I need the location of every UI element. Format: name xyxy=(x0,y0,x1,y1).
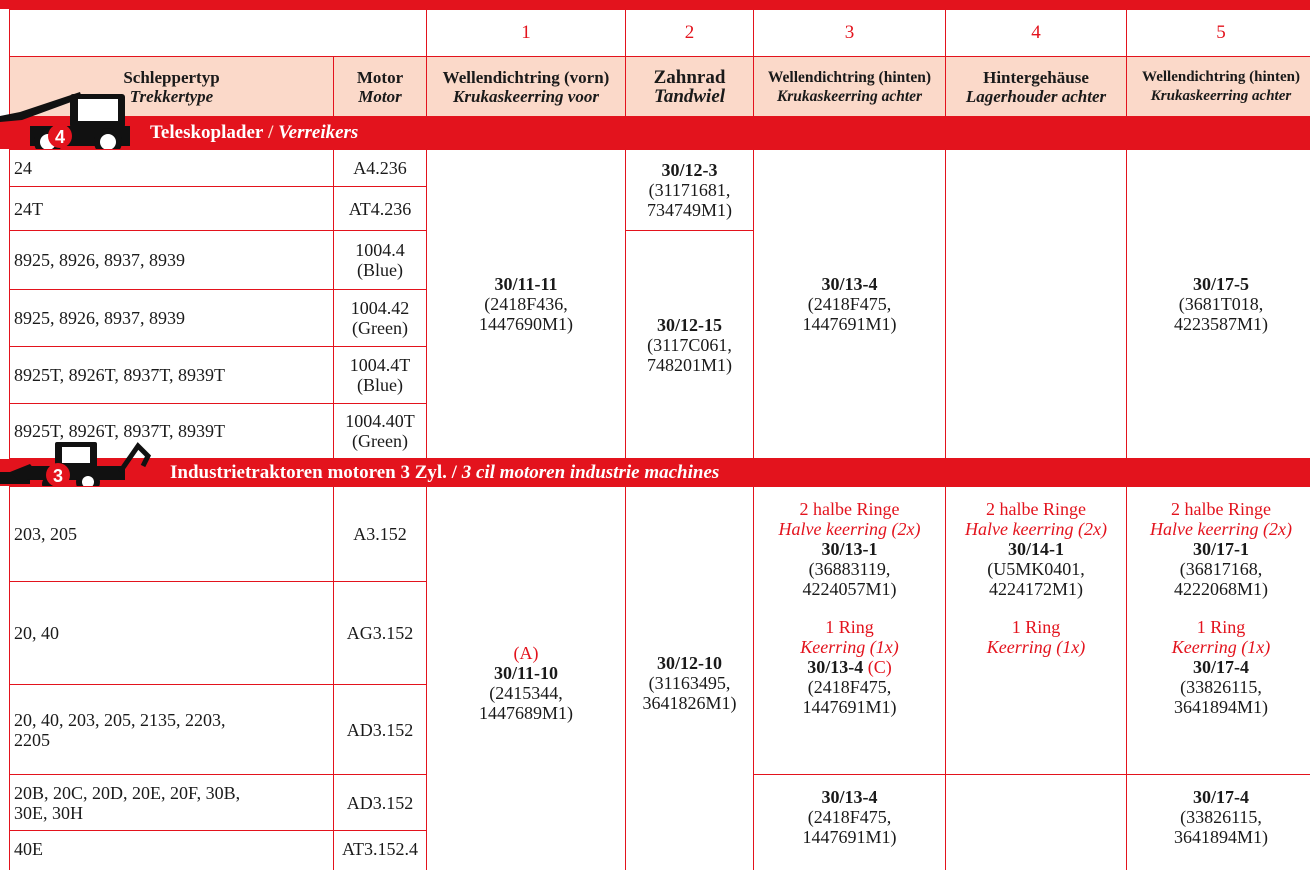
header-motor xyxy=(333,56,427,117)
part-cell-col4 xyxy=(945,486,1127,775)
part-ref: (2418F436, xyxy=(484,294,568,314)
header-nl: Krukaskeerring achter xyxy=(776,87,923,105)
top-border xyxy=(0,0,1310,9)
ring-note-nl: Halve keerring (2x) xyxy=(778,519,921,539)
header-de: Wellendichtring (hinten) xyxy=(767,68,932,86)
part-cell-col5 xyxy=(1126,774,1310,870)
section-title-de: Industrietraktoren motoren 3 Zyl. / xyxy=(170,461,462,483)
motor-line: (Green) xyxy=(352,431,408,451)
motor-line: 1004.42 xyxy=(350,298,410,318)
column-number-1: 1 xyxy=(426,9,626,57)
ring-note-nl: Keerring (1x) xyxy=(800,637,899,657)
type-line: 203, 205 xyxy=(14,524,77,544)
backhoe-loader-icon xyxy=(0,432,160,490)
motor-line: A4.236 xyxy=(353,158,407,178)
part-cell-col3 xyxy=(753,149,946,459)
row-motor: AD3.152 xyxy=(333,774,427,831)
header-nl: Motor xyxy=(358,86,402,106)
ring-note-nl: Keerring (1x) xyxy=(986,637,1086,657)
motor-line: (Green) xyxy=(352,318,408,338)
header-de: Motor xyxy=(356,67,404,87)
section-separator: / xyxy=(263,122,279,143)
part-number: 30/12-10 xyxy=(657,653,722,673)
row-type: 24T xyxy=(9,186,334,231)
part-number: 30/12-3 xyxy=(661,160,718,180)
part-ref: (31163495, xyxy=(648,673,731,693)
motor-line: AT4.236 xyxy=(348,198,412,219)
part-number: 30/17-4 xyxy=(1193,657,1249,677)
part-number: 30/14-1 xyxy=(1008,539,1064,559)
ring-note-de: 2 halbe Ringe xyxy=(1171,499,1271,519)
part-number: 30/12-15 xyxy=(657,314,722,335)
part-ref: 748201M1) xyxy=(647,354,732,375)
row-motor xyxy=(333,186,427,231)
part-cell-col2 xyxy=(625,149,754,231)
ring-note-de: 1 Ring xyxy=(1011,617,1061,637)
part-ref: 734749M1) xyxy=(647,200,732,220)
type-line: 20B, 20C, 20D, 20E, 20F, 30B, xyxy=(14,782,241,803)
part-ref: (2418F475, xyxy=(807,807,892,827)
row-type xyxy=(9,684,334,775)
ring-note-nl: Halve keerring (2x) xyxy=(965,519,1107,539)
row-type xyxy=(9,581,334,685)
part-number: 30/17-1 xyxy=(1193,539,1249,559)
ring-note-de: 1 Ring xyxy=(1196,617,1246,637)
part-cell-col5 xyxy=(1126,486,1310,775)
type-line: 2205 xyxy=(14,729,50,750)
part-ref: (31171681, xyxy=(648,180,731,200)
ring-note-de: 2 halbe Ringe xyxy=(799,499,900,519)
type-line: 20, 40 xyxy=(14,623,59,643)
empty-corner-cell xyxy=(9,9,427,57)
part-ref: 3641894M1) xyxy=(1174,827,1268,847)
row-motor xyxy=(333,149,427,187)
section-band-industrietraktoren xyxy=(0,459,1310,486)
part-number: 30/11-11 xyxy=(494,274,558,294)
telehandler-icon xyxy=(0,86,140,156)
row-type: 8925T, 8926T, 8937T, 8939T xyxy=(9,403,334,459)
header-de: Schleppertyp xyxy=(123,67,220,87)
type-line: 20, 40, 203, 205, 2135, 2203, xyxy=(14,709,226,730)
part-ref: 3641826M1) xyxy=(642,693,737,713)
part-note: (A) xyxy=(513,643,539,663)
part-number: 30/13-1 xyxy=(821,539,878,559)
header-col2 xyxy=(625,56,754,117)
part-cell-col1 xyxy=(426,149,626,459)
part-cell-col4-empty xyxy=(945,774,1127,870)
row-type: 8925, 8926, 8937, 8939 xyxy=(9,230,334,290)
part-ref: (33826115, xyxy=(1180,807,1262,827)
header-de: Wellendichtring (vorn) xyxy=(442,67,610,87)
header-de: Zahnrad xyxy=(653,66,726,88)
part-ref: (U5MK0401, xyxy=(987,559,1085,579)
section-band-teleskoplader xyxy=(0,117,1310,149)
column-number-4: 4 xyxy=(945,9,1127,57)
row-motor: A3.152 xyxy=(333,486,427,582)
part-number: 30/13-4 xyxy=(821,274,878,294)
motor-line: (Blue) xyxy=(357,260,403,280)
header-de: Wellendichtring (hinten) xyxy=(1142,68,1300,85)
section-badge-4: 4 xyxy=(54,127,66,147)
type-line: 30E, 30H xyxy=(14,802,83,823)
part-cell-col2 xyxy=(625,486,754,870)
part-ref: (2418F475, xyxy=(807,294,892,314)
ring-note-nl: Halve keerring (2x) xyxy=(1150,519,1292,539)
part-ref: 1447691M1) xyxy=(802,697,897,717)
part-ref: 4224057M1) xyxy=(802,579,897,599)
type-line: 40E xyxy=(14,839,43,859)
part-ref: 4223587M1) xyxy=(1174,314,1268,334)
part-ref: 1447690M1) xyxy=(479,314,573,334)
ring-note-de: 1 Ring xyxy=(825,617,874,637)
row-type xyxy=(9,774,334,831)
part-ref: (3117C061, xyxy=(647,334,732,355)
row-type: 8925T, 8926T, 8937T, 8939T xyxy=(9,346,334,404)
header-nl: Trekkertype xyxy=(129,86,214,106)
header-de: Hintergehäuse xyxy=(983,67,1089,87)
motor-line: (Blue) xyxy=(357,375,403,395)
row-type: 24 xyxy=(9,149,334,187)
header-col3 xyxy=(753,56,946,117)
row-motor: AT3.152.4 xyxy=(333,830,427,870)
header-nl: Lagerhouder achter xyxy=(965,86,1107,106)
part-cell-col2 xyxy=(625,230,754,459)
part-ref: (36883119, xyxy=(808,559,891,579)
row-motor xyxy=(333,346,427,404)
ring-note-nl: Keerring (1x) xyxy=(1171,637,1271,657)
part-number: 30/13-4 xyxy=(807,657,864,677)
column-number-5: 5 xyxy=(1126,9,1310,57)
header-nl: Krukaskeerring achter xyxy=(1150,87,1292,104)
part-ref: (33826115, xyxy=(1180,677,1262,697)
section-badge-3: 3 xyxy=(52,466,64,486)
part-ref: 4224172M1) xyxy=(989,579,1083,599)
header-col1 xyxy=(426,56,626,117)
motor-line: 1004.40T xyxy=(345,411,415,431)
section-title-nl: Verreikers xyxy=(278,122,359,143)
part-ref: (2418F475, xyxy=(807,677,892,697)
row-motor xyxy=(333,230,427,290)
part-cell-col1 xyxy=(426,486,626,870)
row-type: 8925, 8926, 8937, 8939 xyxy=(9,289,334,347)
motor-line: 1004.4 xyxy=(355,240,405,260)
column-number-3: 3 xyxy=(753,9,946,57)
part-ref: (3681T018, xyxy=(1178,294,1264,314)
part-ref: 1447689M1) xyxy=(479,703,573,723)
header-nl: Tandwiel xyxy=(653,85,726,107)
row-motor xyxy=(333,289,427,347)
row-motor: AG3.152 xyxy=(333,581,427,685)
row-motor xyxy=(333,403,427,459)
ring-note-de: 2 halbe Ringe xyxy=(986,499,1086,519)
row-type xyxy=(9,486,334,582)
part-number: 30/13-4 xyxy=(821,787,878,807)
part-ref: 3641894M1) xyxy=(1174,697,1268,717)
part-cell-col3 xyxy=(753,774,946,870)
row-type xyxy=(9,830,334,870)
row-motor: AD3.152 xyxy=(333,684,427,775)
part-ref: (2415344, xyxy=(489,683,563,703)
header-col4 xyxy=(945,56,1127,117)
part-note: (C) xyxy=(867,657,892,677)
part-ref: 4222068M1) xyxy=(1174,579,1268,599)
part-number: 30/11-10 xyxy=(493,663,558,683)
part-ref: 1447691M1) xyxy=(802,827,897,847)
column-number-2: 2 xyxy=(625,9,754,57)
part-number: 30/17-5 xyxy=(1193,274,1249,294)
section-title-nl: 3 cil motoren industrie machines xyxy=(461,461,720,483)
section-title-de: Teleskoplader xyxy=(150,122,264,143)
header-nl: Krukaskeerring voor xyxy=(453,86,599,106)
part-cell-col3 xyxy=(753,486,946,775)
part-cell-col5 xyxy=(1126,149,1310,459)
part-number: 30/17-4 xyxy=(1193,787,1249,807)
header-col5 xyxy=(1126,56,1310,117)
motor-line: 1004.4T xyxy=(349,355,411,375)
part-ref: 1447691M1) xyxy=(802,314,897,334)
part-cell-col4-empty xyxy=(945,149,1127,459)
part-ref: (36817168, xyxy=(1179,559,1263,579)
